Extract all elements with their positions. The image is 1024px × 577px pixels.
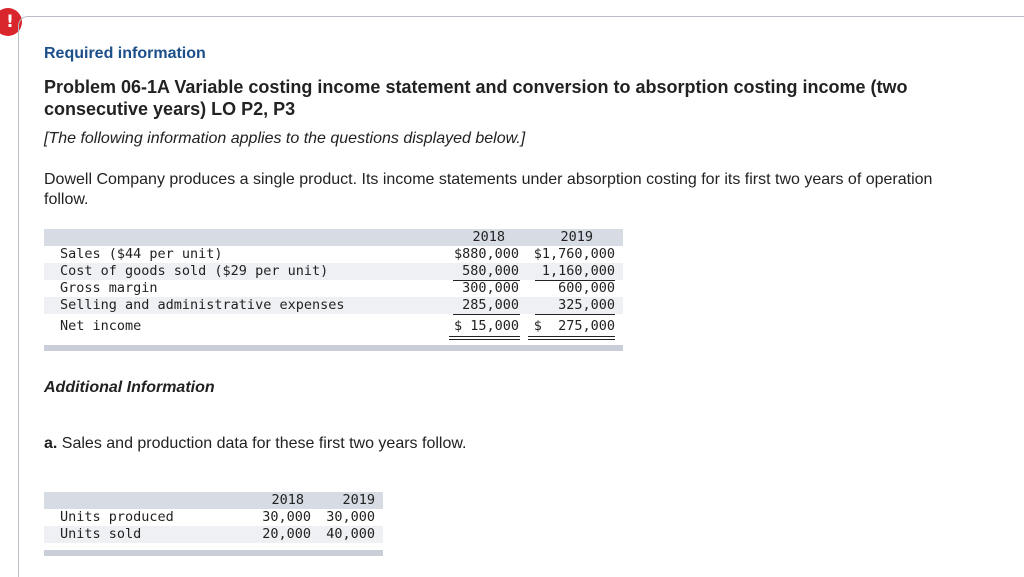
value-2018: $ 15,000 xyxy=(453,318,519,334)
row-label: Cost of goods sold ($29 per unit) xyxy=(60,263,329,279)
item-a xyxy=(44,435,466,453)
additional-information-heading: Additional Information xyxy=(44,379,215,396)
table-row-gross-margin xyxy=(44,280,623,297)
value-2018: 580,000 xyxy=(462,263,519,279)
value-2018: 300,000 xyxy=(462,280,519,296)
table-row-sales xyxy=(44,246,623,263)
problem-title: Problem 06-1A Variable costing income statement and conversion to absorption costing income (two consecutive years) LO P2, P3 xyxy=(44,77,908,119)
table-header-row xyxy=(44,492,383,509)
underline-sa-2019 xyxy=(535,314,615,315)
value-2019: 600,000 xyxy=(558,280,615,296)
value-2019: 1,160,000 xyxy=(541,263,615,279)
row-label: Selling and administrative expenses xyxy=(60,297,345,313)
required-information-heading: Required information xyxy=(44,45,206,62)
row-label: Gross margin xyxy=(60,280,158,296)
table-bottom-band xyxy=(44,345,623,351)
table-row-net-income xyxy=(44,318,623,335)
underline-cogs-2019 xyxy=(535,280,615,281)
double-underline-net-2018 xyxy=(449,336,520,340)
column-header-2018: 2018 xyxy=(271,492,304,508)
row-label: Units produced xyxy=(60,509,174,525)
double-underline-net-2019 xyxy=(528,336,615,340)
value-2018: 20,000 xyxy=(262,526,311,542)
underline-cogs-2018 xyxy=(453,280,520,281)
underline-sa-2018 xyxy=(453,314,520,315)
applies-note: [The following information applies to the questions displayed below.] xyxy=(44,130,526,147)
value-2019: $1,760,000 xyxy=(533,246,615,262)
table-bottom-band xyxy=(44,550,383,556)
row-label: Sales ($44 per unit) xyxy=(60,246,223,262)
table-row-cogs xyxy=(44,263,623,280)
item-a-marker: a. xyxy=(44,435,58,452)
table-header-row xyxy=(44,229,623,246)
column-header-2018: 2018 xyxy=(472,229,505,245)
table-row-units-produced xyxy=(44,509,383,526)
column-header-2019: 2019 xyxy=(342,492,375,508)
value-2018: $880,000 xyxy=(453,246,519,262)
alert-exclamation-icon: ! xyxy=(0,8,22,36)
value-2019: 40,000 xyxy=(326,526,375,542)
value-2019: $ 275,000 xyxy=(533,318,615,334)
item-a-text: Sales and production data for these first two years follow. xyxy=(61,435,467,452)
value-2018: 30,000 xyxy=(262,509,311,525)
value-2019: 30,000 xyxy=(326,509,375,525)
column-header-2019: 2019 xyxy=(560,229,593,245)
table-row-selling-admin xyxy=(44,297,623,314)
row-label: Net income xyxy=(60,318,142,334)
value-2019: 325,000 xyxy=(558,297,615,313)
intro-paragraph: Dowell Company produces a single product. Its income statements under absorption costing for its first two years of operation follow. xyxy=(44,171,933,208)
table-row-units-sold xyxy=(44,526,383,543)
row-label: Units sold xyxy=(60,526,142,542)
value-2018: 285,000 xyxy=(462,297,519,313)
